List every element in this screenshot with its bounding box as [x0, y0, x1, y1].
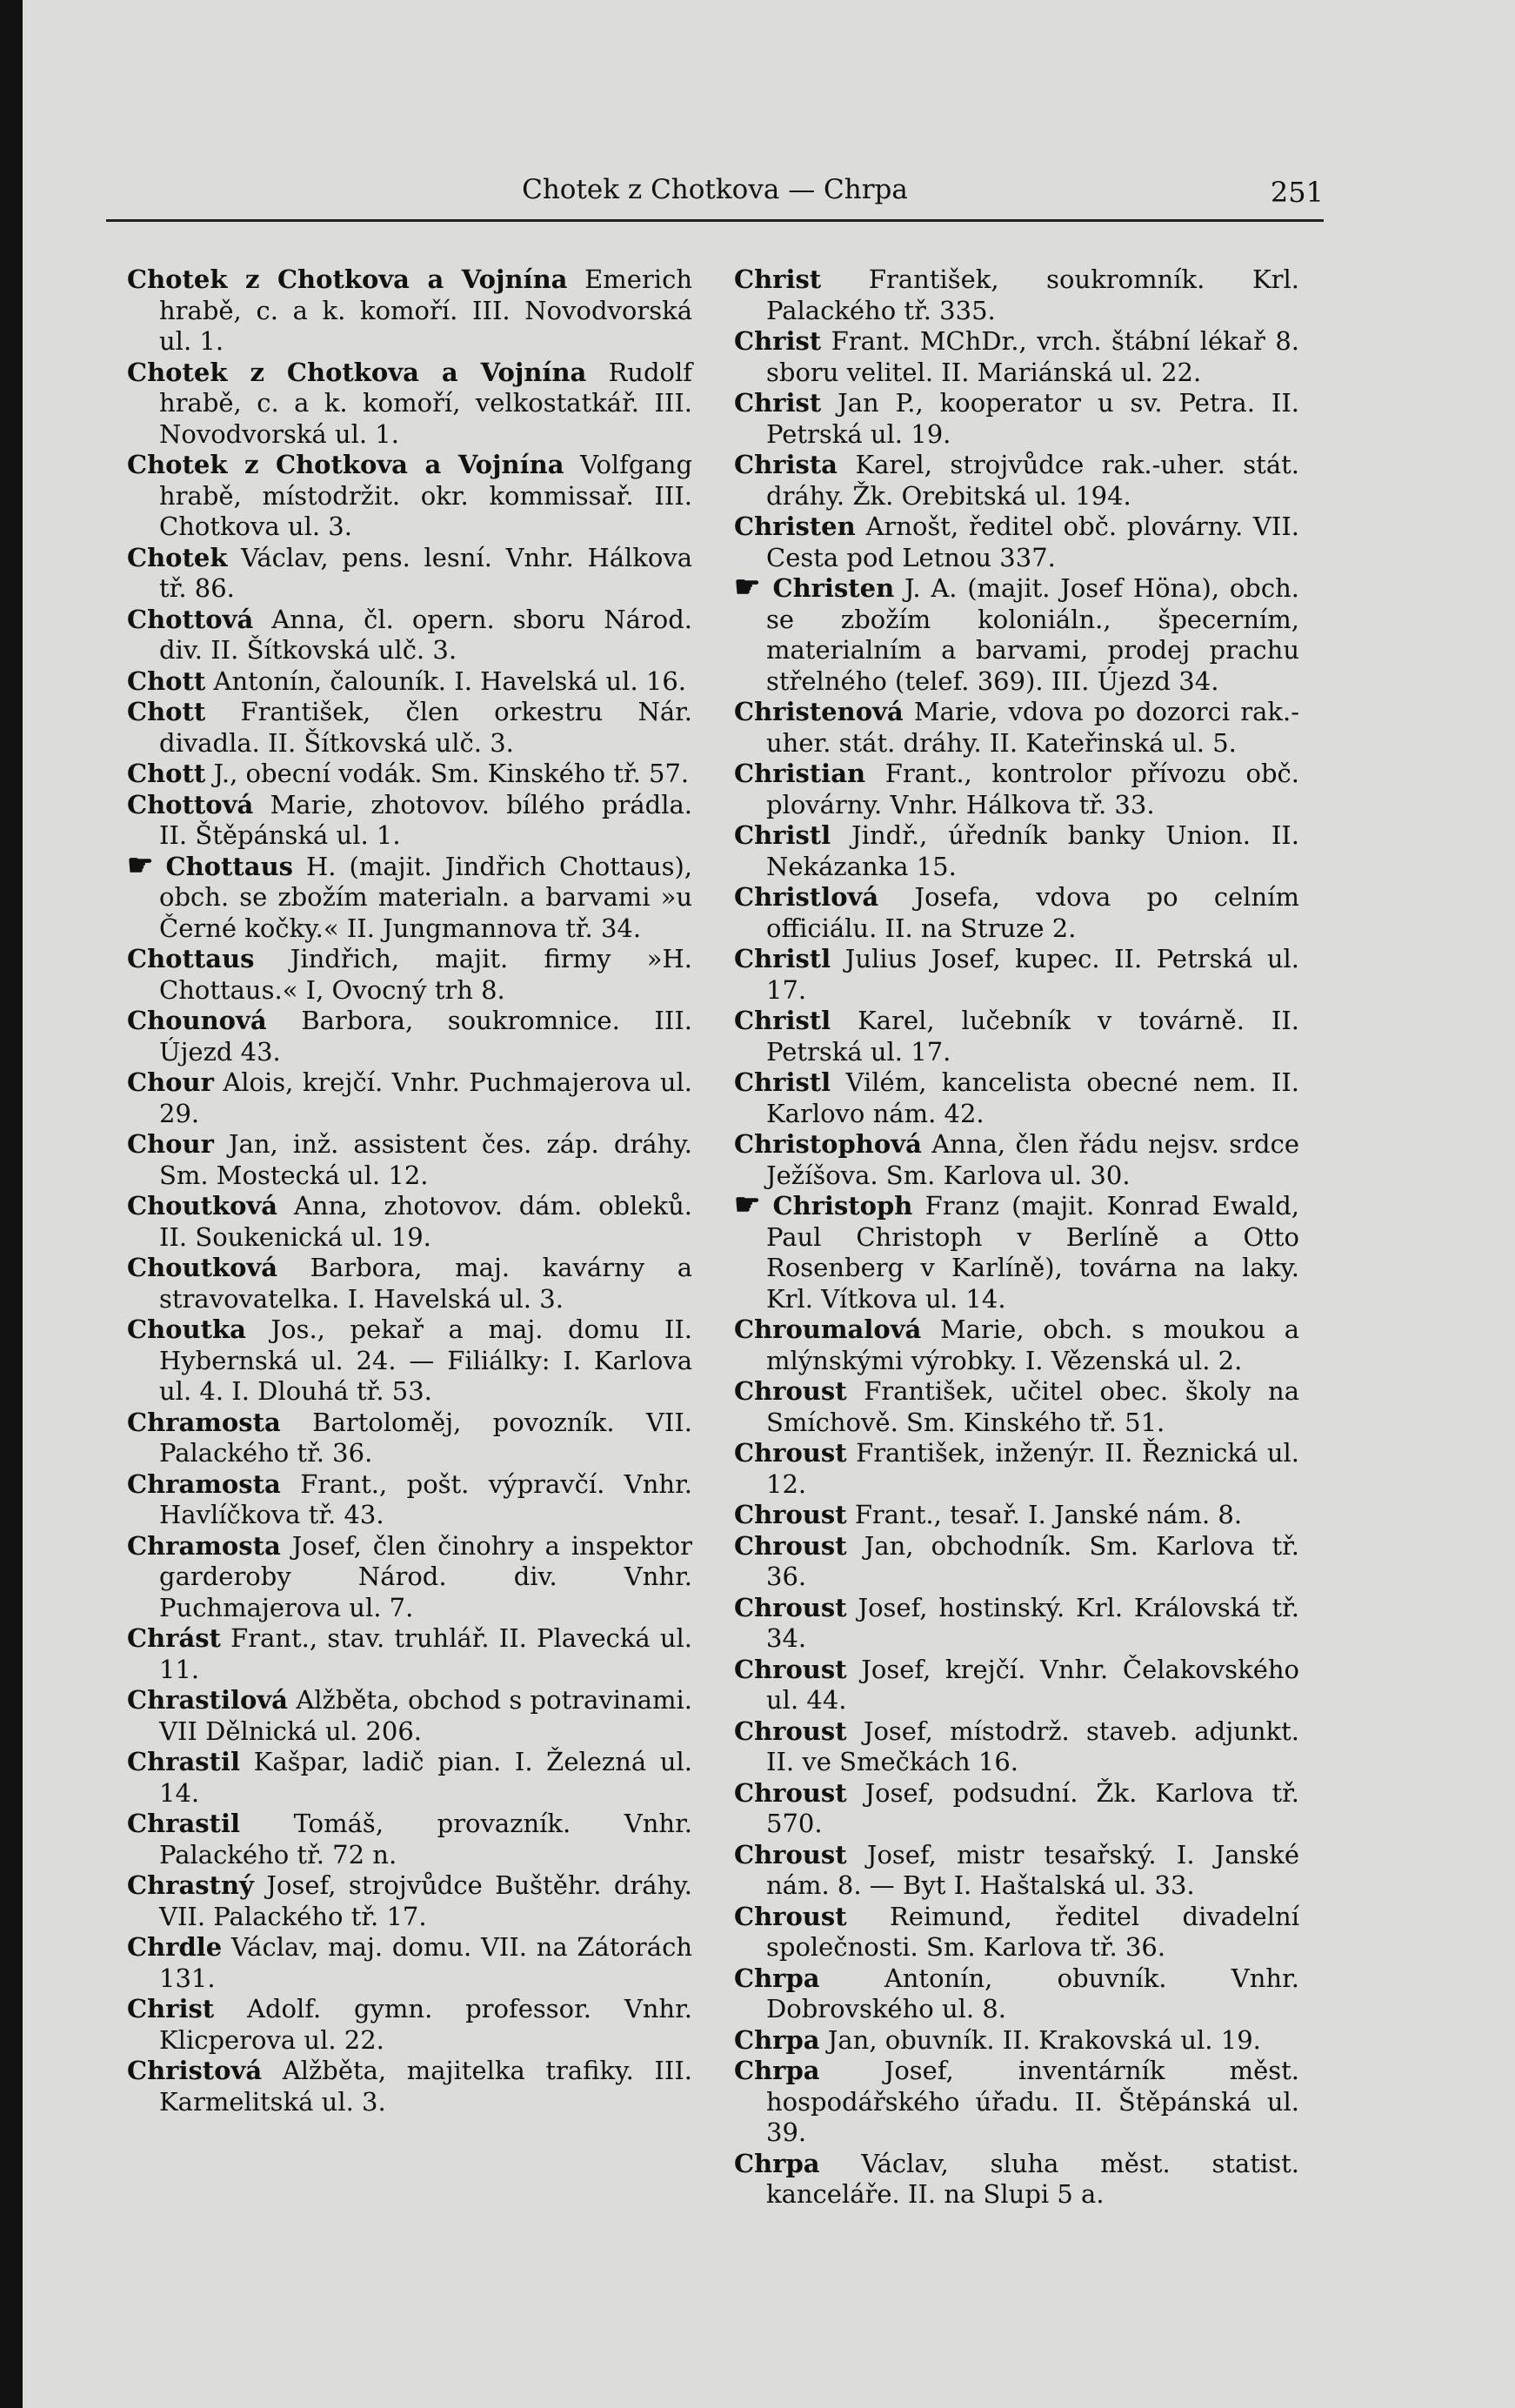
directory-entry — [127, 1408, 692, 1469]
entry-details: Josef, mistr tesařský. I. Janské nám. 8. — Byt I. Haštalská ul. 33. — [766, 1839, 1299, 1900]
directory-entry — [127, 1747, 692, 1809]
entry-surname: Christophová — [734, 1129, 922, 1159]
entry-details: Václav, maj. domu. VII. na Zátorách 131. — [159, 1932, 692, 1993]
directory-entry — [734, 1655, 1299, 1716]
entry-details: Josef, hostinský. Krl. Královská tř. 34. — [766, 1592, 1300, 1653]
entry-surname: Chroumalová — [734, 1314, 922, 1344]
entry-surname: Christ — [734, 326, 822, 356]
entry-details: Marie, obch. s moukou a mlýnskými výrobky. I. Vězenská ul. 2. — [766, 1314, 1300, 1375]
entry-surname: Christl — [734, 1067, 831, 1097]
entry-details: Josefa, vdova po celním officiálu. II. na Struze 2. — [766, 882, 1300, 943]
entry-surname: Christoph — [772, 1191, 913, 1221]
entry-surname: Choutková — [127, 1191, 278, 1221]
directory-entry — [734, 1840, 1299, 1902]
directory-entry — [127, 759, 692, 790]
directory-entry — [127, 1685, 692, 1747]
directory-entry — [734, 264, 1299, 326]
directory-entry — [734, 1778, 1299, 1840]
directory-entry — [734, 1006, 1299, 1067]
entry-surname: Christl — [734, 1006, 831, 1035]
entry-details: Jan P., kooperator u sv. Petra. II. Petrská ul. 19. — [766, 388, 1299, 449]
entry-details: Bartoloměj, povozník. VII. Palackého tř. 36. — [159, 1407, 692, 1468]
entry-details: Jindřich, majit. firmy »H. Chottaus.« I, Ovocný trh 8. — [159, 944, 692, 1005]
directory-entry — [127, 1067, 692, 1129]
entry-details: Jindř., úředník banky Union. II. Nekázanka 15. — [766, 820, 1299, 881]
directory-entry — [734, 1314, 1299, 1376]
entry-details: Václav, pens. lesní. Vnhr. Hálkova tř. 86. — [159, 542, 693, 603]
entry-surname: Christen — [772, 573, 895, 603]
entry-details: Josef, místodrž. staveb. adjunkt. II. ve Smečkách 16. — [766, 1716, 1299, 1776]
directory-entry — [734, 2056, 1299, 2149]
directory-entry — [127, 697, 692, 759]
entry-details: Barbora, maj. kavárny a stravovatelka. I. Havelská ul. 3. — [159, 1253, 692, 1314]
entry-details: Marie, vdova po dozorci rak.-uher. stát. dráhy. II. Kateřinská ul. 5. — [766, 697, 1299, 758]
entry-details: Frant., kontrolor přívozu obč. plovárny. Vnhr. Hálkova tř. 33. — [766, 759, 1299, 819]
entry-details: Antonín, obuvník. Vnhr. Dobrovského ul. 8. — [766, 1963, 1299, 2023]
entry-details: Reimund, ředitel divadelní společnosti. Sm. Karlova tř. 36. — [766, 1901, 1299, 1962]
entry-surname: Christl — [734, 820, 831, 850]
directory-entry — [734, 326, 1299, 388]
entry-details: Rudolf hrabě, c. a k. komoří, velkostatkář. III. Novodvorská ul. 1. — [159, 357, 692, 449]
entry-surname: Chounová — [127, 1006, 267, 1035]
entry-details: Frant., pošt. výpravčí. Vnhr. Havlíčkova tř. 43. — [159, 1468, 692, 1529]
entry-surname: Chotek z Chotkova a Vojnína — [127, 264, 568, 294]
entry-surname: Chrastil — [127, 1747, 240, 1776]
entry-details: Jan, obchodník. Sm. Karlova tř. 36. — [766, 1530, 1300, 1591]
entry-details: Marie, zhotovov. bílého prádla. II. Štěpánská ul. 1. — [159, 789, 692, 850]
entry-surname: Chroust — [734, 1438, 847, 1468]
directory-entry — [734, 1902, 1299, 1963]
directory-entry — [127, 2056, 692, 2117]
entry-surname: Chotek z Chotkova a Vojnína — [127, 357, 587, 387]
entry-surname: Chrastný — [127, 1870, 254, 1900]
entry-surname: Christl — [734, 944, 831, 973]
entry-surname: Chroust — [734, 1901, 847, 1931]
directory-entry — [734, 1963, 1299, 2025]
directory-entry — [127, 1809, 692, 1870]
directory-entry — [127, 944, 692, 1006]
entry-details: Jan, inž. assistent čes. záp. dráhy. Sm. Mostecká ul. 12. — [159, 1129, 692, 1190]
entry-details: Jan, obuvník. II. Krakovská ul. 19. — [827, 2024, 1261, 2055]
directory-entry — [734, 697, 1299, 759]
entry-surname: Chramosta — [127, 1530, 281, 1561]
entry-surname: Choutková — [127, 1253, 278, 1282]
entry-surname: Chroust — [734, 1839, 847, 1870]
entry-details: Josef, člen činohry a inspektor garderoby Národ. div. Vnhr. Puchmajerova ul. 7. — [159, 1530, 692, 1622]
directory-entry — [127, 264, 692, 358]
directory-entry — [734, 1500, 1299, 1531]
entry-surname: Chour — [127, 1129, 214, 1159]
entry-surname: Christ — [734, 264, 822, 294]
entry-details: František, soukromník. Krl. Palackého tř. 335. — [766, 264, 1299, 325]
entry-details: Josef, strojvůdce Buštěhr. dráhy. VII. Palackého tř. 17. — [159, 1870, 693, 1931]
entry-details: Karel, lučebník v továrně. II. Petrská ul. 17. — [766, 1006, 1300, 1067]
directory-entry — [127, 666, 692, 698]
entry-surname: Chroust — [734, 1376, 847, 1406]
entry-details: Antonín, čalouník. I. Havelská ul. 16. — [213, 666, 686, 696]
entry-details: Frant. MChDr., vrch. štábní lékař 8. sboru velitel. II. Mariánská ul. 22. — [766, 326, 1299, 387]
directory-entry — [734, 1067, 1299, 1129]
entry-surname: Christová — [127, 2056, 263, 2085]
entry-surname: Chrpa — [734, 2148, 820, 2178]
directory-entry — [734, 1438, 1299, 1500]
entry-details: Alžběta, obchod s potravinami. VII Dělnická ul. 206. — [159, 1685, 693, 1746]
entry-surname: Chott — [127, 697, 206, 726]
directory-entry — [734, 2149, 1299, 2211]
entry-surname: Christenová — [734, 697, 904, 726]
directory-entry — [734, 1376, 1299, 1438]
running-header — [106, 167, 1324, 219]
entry-details: Josef, inventárník měst. hospodářského úřadu. II. Štěpánská ul. 39. — [766, 2056, 1299, 2147]
directory-entry — [734, 1593, 1299, 1655]
directory-entry — [127, 1191, 692, 1253]
entry-surname: Chroust — [734, 1500, 847, 1529]
entry-details: Arnošt, ředitel obč. plovárny. VII. Cesta pod Letnou 337. — [766, 512, 1300, 572]
entry-details: Emerich hrabě, c. a k. komoří. III. Novodvorská ul. 1. — [159, 264, 692, 356]
directory-entry — [734, 570, 1300, 697]
entry-details: J., obecní vodák. Sm. Kinského tř. 57. — [213, 759, 690, 788]
directory-entry — [127, 543, 692, 605]
directory-entry — [127, 1531, 692, 1624]
entry-surname: Chottaus — [127, 944, 255, 973]
entry-surname: Chroust — [734, 1654, 847, 1684]
entry-surname: Chrást — [127, 1623, 221, 1653]
directory-entry — [734, 388, 1299, 450]
entry-details: Tomáš, provazník. Vnhr. Palackého tř. 72 n. — [159, 1809, 692, 1870]
page-number: 251 — [1270, 176, 1324, 209]
directory-entry — [127, 790, 692, 852]
directory-entry — [127, 1623, 692, 1685]
directory-entry — [127, 450, 692, 543]
entry-surname: Christ — [734, 388, 822, 418]
entry-surname: Christa — [734, 450, 838, 479]
entry-details: Alžběta, majitelka trafiky. III. Karmelitská ul. 3. — [159, 2056, 692, 2117]
entry-surname: Choutka — [127, 1314, 246, 1344]
entry-surname: Chrdle — [127, 1932, 223, 1962]
pointing-hand-icon: ☛ — [127, 847, 154, 883]
entry-details: Václav, sluha měst. statist. kanceláře. II. na Slupi 5 a. — [766, 2148, 1300, 2209]
entry-surname: Chrpa — [734, 2024, 820, 2055]
directory-entry — [127, 1129, 692, 1191]
entry-details: Jos., pekař a maj. domu II. Hybernská ul. 24. — Filiálky: I. Karlova ul. 4. I. Dlouhá tř. 53. — [159, 1314, 692, 1406]
entry-surname: Chroust — [734, 1530, 847, 1561]
entry-surname: Chottová — [127, 604, 254, 634]
entry-surname: Chrastilová — [127, 1685, 288, 1715]
directory-entry — [734, 512, 1299, 573]
entry-surname: Christian — [734, 759, 866, 788]
directory-entry — [734, 944, 1299, 1006]
entry-surname: Christ — [127, 1994, 215, 2023]
entry-details: Anna, zhotovov. dám. obleků. II. Soukenická ul. 19. — [159, 1191, 693, 1252]
pointing-hand-icon: ☛ — [734, 1187, 761, 1222]
directory-entry — [127, 1932, 692, 1994]
entry-surname: Chott — [127, 759, 206, 788]
directory-entry — [127, 1314, 692, 1408]
entry-details: Barbora, soukromnice. III. Újezd 43. — [159, 1006, 693, 1067]
entry-surname: Chrastil — [127, 1809, 240, 1838]
entry-surname: Chramosta — [127, 1407, 281, 1437]
pointing-hand-icon: ☛ — [734, 570, 761, 605]
entry-details: Josef, krejčí. Vnhr. Čelakovského ul. 44. — [766, 1654, 1299, 1715]
right-column — [734, 264, 1299, 2211]
entry-details: Kašpar, ladič pian. I. Železná ul. 14. — [159, 1747, 693, 1808]
entry-surname: Chrpa — [734, 2056, 820, 2085]
directory-entry — [127, 1469, 692, 1531]
directory-entry — [734, 1129, 1299, 1191]
entry-surname: Chroust — [734, 1592, 847, 1622]
directory-entry — [734, 882, 1299, 944]
directory-entry — [734, 820, 1299, 882]
entry-surname: Chramosta — [127, 1468, 281, 1499]
entry-surname: Chottaus — [165, 851, 293, 881]
entry-surname: Chour — [127, 1067, 214, 1097]
directory-entry — [734, 2025, 1299, 2057]
entry-surname: Christen — [734, 512, 856, 541]
directory-entry — [734, 759, 1299, 820]
directory-entry — [127, 358, 692, 451]
directory-entry — [127, 1253, 692, 1314]
entry-details: František, člen orkestru Nár. divadla. II. Šítkovská ulč. 3. — [159, 697, 693, 758]
entry-details: Frant., tesař. I. Janské nám. 8. — [854, 1500, 1243, 1529]
directory-entry — [127, 1994, 692, 2056]
entry-details: Josef, podsudní. Žk. Karlova tř. 570. — [766, 1777, 1299, 1838]
entry-details: Frant., stav. truhlář. II. Plavecká ul. 11. — [159, 1623, 692, 1684]
entry-surname: Chotek z Chotkova a Vojnína — [127, 450, 564, 479]
header-title: Chotek z Chotkova — Chrpa — [522, 174, 908, 205]
entry-details: Adolf. gymn. professor. Vnhr. Klicperova ul. 22. — [159, 1994, 693, 2055]
entry-surname: Chroust — [734, 1777, 847, 1808]
entry-surname: Chotek — [127, 542, 228, 572]
entry-details: H. (majit. Jindřich Chottaus), obch. se zbožím materialn. a barvami »u Černé kočky.« II. Jungmannova tř. 34. — [159, 851, 692, 943]
directory-entry — [734, 450, 1299, 512]
directory-entry — [127, 1870, 692, 1932]
directory-entry — [734, 1531, 1299, 1593]
entry-surname: Chroust — [734, 1716, 847, 1746]
entry-details: Anna, čl. opern. sboru Národ. div. II. Šítkovská ulč. 3. — [159, 604, 692, 665]
entry-details: František, učitel obec. školy na Smíchově. Sm. Kinského tř. 51. — [766, 1376, 1300, 1437]
entry-details: Julius Josef, kupec. II. Petrská ul. 17. — [766, 944, 1300, 1005]
entry-details: Karel, strojvůdce rak.-uher. stát. dráhy. Žk. Orebitská ul. 194. — [766, 450, 1299, 511]
entry-surname: Christlová — [734, 882, 879, 912]
entry-surname: Chottová — [127, 789, 254, 819]
entry-details: František, inženýr. II. Řeznická ul. 12. — [766, 1438, 1299, 1499]
directory-entry — [127, 1006, 692, 1067]
left-column — [127, 264, 692, 2117]
directory-entry — [127, 605, 692, 666]
directory-entry — [734, 1716, 1299, 1778]
header-rule — [106, 219, 1324, 222]
directory-page — [23, 0, 1515, 2408]
directory-entry — [734, 1187, 1299, 1314]
entry-details: Volfgang hrabě, místodržit. okr. kommissař. III. Chotkova ul. 3. — [159, 450, 693, 541]
directory-entry — [127, 847, 692, 945]
entry-details: Vilém, kancelista obecné nem. II. Karlovo nám. 42. — [766, 1067, 1300, 1128]
entry-details: Alois, krejčí. Vnhr. Puchmajerova ul. 29. — [159, 1067, 692, 1128]
entry-surname: Chott — [127, 666, 206, 696]
entry-details: Anna, člen řádu nejsv. srdce Ježíšova. Sm. Karlova ul. 30. — [766, 1129, 1300, 1190]
entry-details: J. A. (majit. Josef Höna), obch. se zbožím koloniáln., špecerním, materialním a barvami, prodej prachu střelného (telef. 369). III. Újezd 34. — [766, 573, 1300, 696]
entry-details: Franz (majit. Konrad Ewald, Paul Christoph v Berlíně a Otto Rosenberg v Karlíně), továrna na laky. Krl. Vítkova ul. 14. — [766, 1191, 1299, 1314]
entry-surname: Chrpa — [734, 1963, 820, 1993]
